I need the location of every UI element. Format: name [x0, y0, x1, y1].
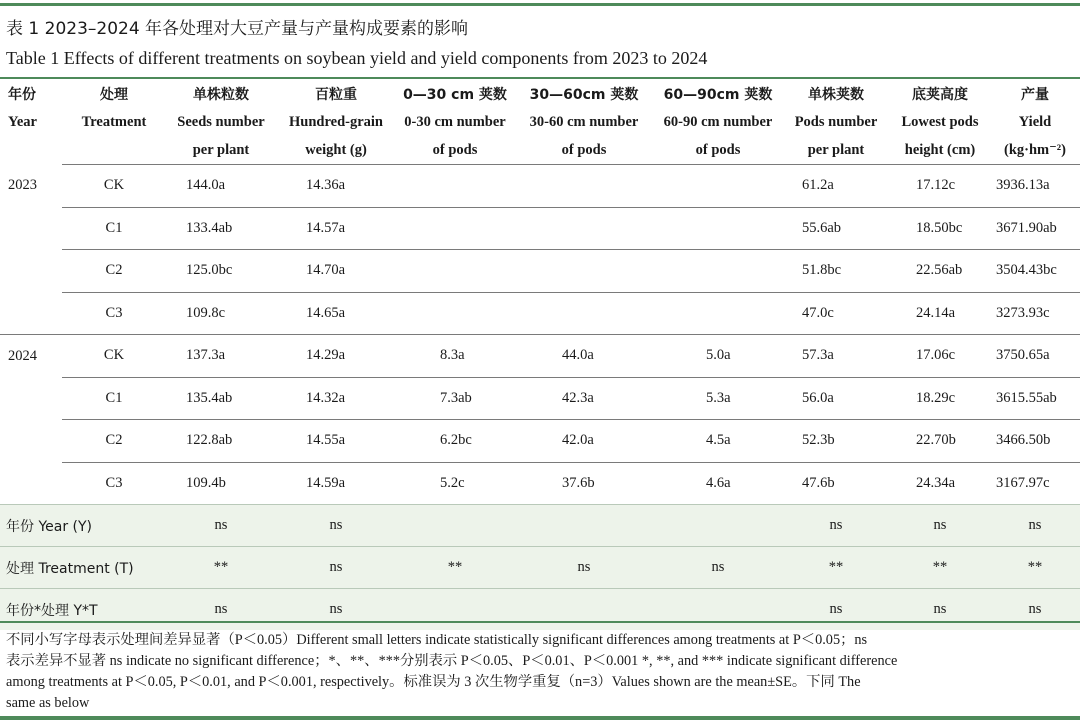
- cell-treatment: CK: [62, 165, 166, 208]
- bottom-rule: [0, 716, 1080, 720]
- cell-year: 2023: [8, 177, 37, 194]
- cell-pods-per-plant: 55.6ab: [782, 207, 890, 250]
- cell-lowest-pod-height: 18.29c: [890, 377, 990, 420]
- cell-seeds: 133.4ab: [166, 207, 276, 250]
- col-header-en: Hundred-grain: [288, 113, 383, 130]
- cell-pods-30-60: [514, 207, 654, 250]
- cell-pods-60-90: [654, 207, 782, 250]
- stat-value: ns: [782, 505, 890, 547]
- col-header-cn: 产量: [1021, 87, 1049, 103]
- cell-seeds: 137.3a: [166, 335, 276, 378]
- stat-value: [654, 589, 782, 631]
- cell-yield: 3504.43bc: [990, 250, 1080, 293]
- cell-treatment: C3: [62, 462, 166, 505]
- cell-pods-60-90: [654, 165, 782, 208]
- col-header-en: of pods: [561, 141, 607, 158]
- cell-lowest-pod-height: 17.12c: [890, 165, 990, 208]
- stat-label: 年份*处理 Y*T: [0, 589, 166, 631]
- cell-year: [0, 292, 62, 335]
- stat-label: 年份 Year (Y): [0, 505, 166, 547]
- cell-grain-weight: 14.70a: [276, 250, 396, 293]
- stat-value: ns: [990, 505, 1080, 547]
- cell-pods-30-60: [514, 292, 654, 335]
- footnote-line: 不同小写字母表示处理间差异显著（P＜0.05）Different small letters indicate statistically significant differences among treatments at P＜0.05；ns: [6, 632, 868, 648]
- cell-pods-0-30: [396, 207, 514, 250]
- col-header-en: Year: [8, 113, 37, 130]
- cell-pods-per-plant: 47.6b: [782, 462, 890, 505]
- cell-treatment: CK: [62, 335, 166, 378]
- col-header-en: 30-60 cm number: [529, 113, 639, 130]
- stat-value: ns: [166, 505, 276, 547]
- table-bottom-rule: [0, 621, 1080, 623]
- stat-value: ns: [514, 547, 654, 589]
- cell-seeds: 125.0bc: [166, 250, 276, 293]
- stat-value: ns: [654, 547, 782, 589]
- col-header-en: Lowest pods: [901, 113, 979, 130]
- table-footnote: [6, 630, 1076, 714]
- cell-pods-60-90: [654, 250, 782, 293]
- footnote-line: same as below: [6, 695, 90, 711]
- cell-pods-30-60: 37.6b: [514, 462, 654, 505]
- cell-treatment: C1: [62, 207, 166, 250]
- cell-year: [0, 377, 62, 420]
- cell-yield: 3671.90ab: [990, 207, 1080, 250]
- stat-value: **: [166, 547, 276, 589]
- cell-pods-60-90: 4.6a: [654, 462, 782, 505]
- stat-value: ns: [890, 505, 990, 547]
- col-header-en: Pods number: [794, 113, 878, 130]
- cell-treatment: C2: [62, 250, 166, 293]
- col-header-cn: 百粒重: [315, 87, 357, 103]
- cell-grain-weight: 14.36a: [276, 165, 396, 208]
- col-header-en: Seeds number: [177, 113, 265, 130]
- col-header-en: of pods: [695, 141, 741, 158]
- cell-lowest-pod-height: 22.70b: [890, 420, 990, 463]
- col-header-en: [0, 136, 62, 165]
- stat-row-treatment: [0, 547, 1080, 589]
- cell-year: [0, 250, 62, 293]
- col-header-en: weight (g): [305, 141, 367, 158]
- cell-pods-0-30: 8.3a: [396, 335, 514, 378]
- col-header-en: height (cm): [904, 141, 976, 158]
- header-row-cn: [0, 80, 1080, 108]
- header-row-en2: [0, 136, 1080, 165]
- cell-treatment: C3: [62, 292, 166, 335]
- cell-grain-weight: 14.59a: [276, 462, 396, 505]
- cell-pods-30-60: 44.0a: [514, 335, 654, 378]
- stat-value: ns: [782, 589, 890, 631]
- cell-lowest-pod-height: 24.34a: [890, 462, 990, 505]
- yield-table: [0, 80, 1080, 630]
- stat-value: **: [396, 547, 514, 589]
- stat-value: **: [890, 547, 990, 589]
- header-top-rule: [0, 77, 1080, 79]
- col-header-cn: 30—60cm 荚数: [529, 87, 639, 103]
- stat-value: [396, 505, 514, 547]
- cell-seeds: 122.8ab: [166, 420, 276, 463]
- col-header-en: (kg·hm⁻²): [1004, 142, 1066, 158]
- table-caption-cn: 表 1 2023–2024 年各处理对大豆产量与产量构成要素的影响: [6, 19, 469, 39]
- stat-value: **: [782, 547, 890, 589]
- cell-pods-30-60: 42.0a: [514, 420, 654, 463]
- cell-pods-0-30: [396, 250, 514, 293]
- cell-pods-per-plant: 61.2a: [782, 165, 890, 208]
- col-header-cn: 底荚高度: [912, 87, 968, 103]
- cell-seeds: 109.4b: [166, 462, 276, 505]
- cell-seeds: 144.0a: [166, 165, 276, 208]
- cell-treatment: C1: [62, 377, 166, 420]
- cell-pods-0-30: [396, 292, 514, 335]
- cell-year: [0, 207, 62, 250]
- cell-year: 2024: [0, 335, 62, 378]
- table-row: [0, 377, 1080, 420]
- cell-grain-weight: 14.32a: [276, 377, 396, 420]
- cell-grain-weight: 14.65a: [276, 292, 396, 335]
- col-header-cn: 0—30 cm 荚数: [403, 87, 507, 103]
- table-row: [0, 462, 1080, 505]
- table-row: [0, 292, 1080, 335]
- stat-value: **: [990, 547, 1080, 589]
- table-row: [0, 207, 1080, 250]
- col-header-en: Treatment: [81, 113, 147, 130]
- stat-row-year: [0, 505, 1080, 547]
- col-header-en: per plant: [192, 141, 250, 158]
- top-rule: [0, 3, 1080, 6]
- cell-pods-per-plant: 51.8bc: [782, 250, 890, 293]
- cell-yield: 3615.55ab: [990, 377, 1080, 420]
- cell-seeds: 109.8c: [166, 292, 276, 335]
- col-header-en: of pods: [432, 141, 478, 158]
- stat-value: ns: [276, 505, 396, 547]
- cell-year: [0, 462, 62, 505]
- cell-pods-60-90: [654, 292, 782, 335]
- stat-value: [654, 505, 782, 547]
- cell-grain-weight: 14.57a: [276, 207, 396, 250]
- cell-grain-weight: 14.29a: [276, 335, 396, 378]
- stat-row-interaction: [0, 589, 1080, 631]
- col-header-en: 0-30 cm number: [404, 113, 506, 130]
- cell-lowest-pod-height: 17.06c: [890, 335, 990, 378]
- cell-lowest-pod-height: 18.50bc: [890, 207, 990, 250]
- stat-value: ns: [890, 589, 990, 631]
- cell-pods-30-60: [514, 165, 654, 208]
- cell-pods-0-30: 7.3ab: [396, 377, 514, 420]
- col-header-en: [62, 136, 166, 165]
- cell-pods-60-90: 5.3a: [654, 377, 782, 420]
- footnote-line: 表示差异不显著 ns indicate no significant difference；*、**、***分别表示 P＜0.05、P＜0.01、P＜0.001 *, **, and *** indicate significant difference: [6, 653, 898, 669]
- cell-pods-30-60: 42.3a: [514, 377, 654, 420]
- cell-yield: 3466.50b: [990, 420, 1080, 463]
- stat-value: ns: [276, 589, 396, 631]
- table-row: [0, 165, 1080, 208]
- col-header-cn: 60—90cm 荚数: [663, 87, 773, 103]
- col-header-cn: 单株粒数: [193, 87, 249, 103]
- cell-year: [0, 420, 62, 463]
- cell-yield: 3167.97c: [990, 462, 1080, 505]
- col-header-en: 60-90 cm number: [663, 113, 773, 130]
- cell-pods-per-plant: 56.0a: [782, 377, 890, 420]
- cell-pods-per-plant: 52.3b: [782, 420, 890, 463]
- cell-lowest-pod-height: 22.56ab: [890, 250, 990, 293]
- col-header-en: Yield: [1018, 113, 1052, 130]
- cell-seeds: 135.4ab: [166, 377, 276, 420]
- stat-label: 处理 Treatment (T): [0, 547, 166, 589]
- cell-yield: 3273.93c: [990, 292, 1080, 335]
- col-header-cn: 单株荚数: [808, 87, 864, 103]
- table-row: [0, 250, 1080, 293]
- col-header-en: per plant: [807, 141, 865, 158]
- cell-pods-0-30: [396, 165, 514, 208]
- stat-value: [396, 589, 514, 631]
- cell-treatment: C2: [62, 420, 166, 463]
- table-row: [0, 420, 1080, 463]
- stat-value: [514, 589, 654, 631]
- cell-yield: 3750.65a: [990, 335, 1080, 378]
- cell-pods-0-30: 6.2bc: [396, 420, 514, 463]
- cell-grain-weight: 14.55a: [276, 420, 396, 463]
- cell-pods-0-30: 5.2c: [396, 462, 514, 505]
- col-header-cn: 年份: [8, 87, 36, 103]
- stat-value: ns: [990, 589, 1080, 631]
- cell-pods-per-plant: 47.0c: [782, 292, 890, 335]
- table-row: [0, 335, 1080, 378]
- header-row-en1: [0, 108, 1080, 136]
- cell-pods-60-90: 5.0a: [654, 335, 782, 378]
- cell-pods-60-90: 4.5a: [654, 420, 782, 463]
- cell-lowest-pod-height: 24.14a: [890, 292, 990, 335]
- stat-value: ns: [276, 547, 396, 589]
- cell-yield: 3936.13a: [990, 165, 1080, 208]
- cell-pods-30-60: [514, 250, 654, 293]
- cell-pods-per-plant: 57.3a: [782, 335, 890, 378]
- table-caption-en: Table 1 Effects of different treatments on soybean yield and yield components from 2023 to 2024: [6, 48, 708, 68]
- footnote-line: among treatments at P＜0.05, P＜0.01, and P＜0.001, respectively。标准误为 3 次生物学重复（n=3）Values shown are the mean±SE。下同 The: [6, 674, 861, 690]
- stat-value: ns: [166, 589, 276, 631]
- stat-value: [514, 505, 654, 547]
- col-header-cn: 处理: [100, 87, 128, 103]
